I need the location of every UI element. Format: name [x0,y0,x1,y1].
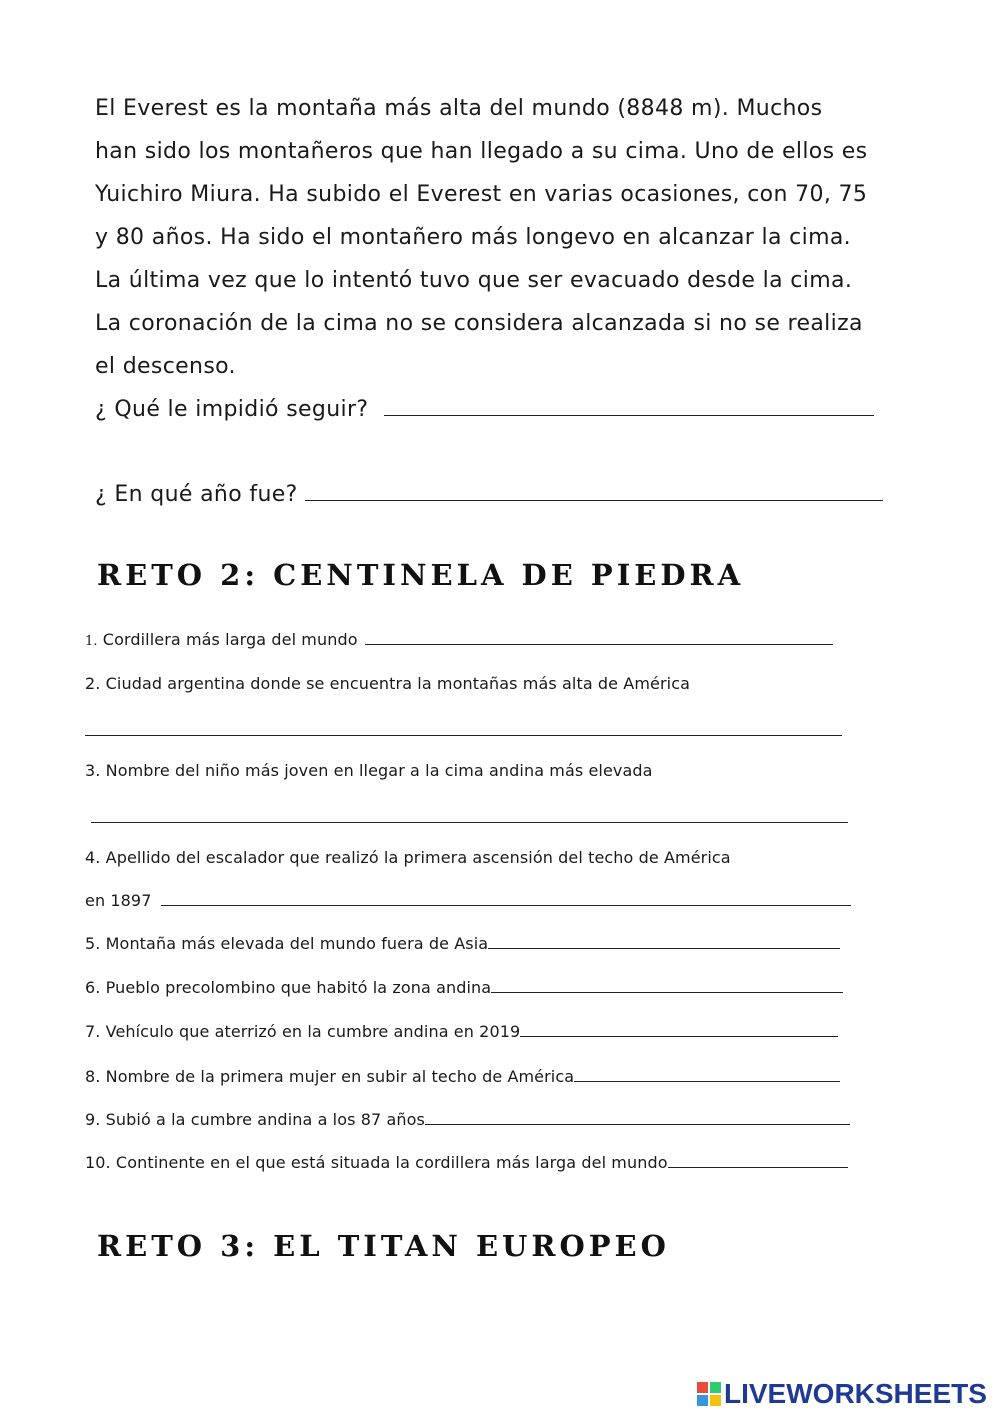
liveworksheets-logo [697,1380,987,1408]
intro-line-3: Yuichiro Miura. Ha subido el Everest en varias ocasiones, con 70, 75 [95,182,868,207]
intro-line-2: han sido los montañeros que han llegado a su cima. Uno de ellos es [95,139,868,164]
reto2-q6-label: 6. Pueblo precolombino que habitó la zona andina [85,978,492,997]
question-year-label: ¿ En qué año fue? [95,482,298,507]
reto2-q5-blank[interactable] [488,948,840,949]
intro-line-6: La coronación de la cima no se considera alcanzada si no se realiza [95,311,863,336]
reto2-q9 [85,1110,850,1129]
reto2-q3-blank[interactable] [91,822,848,823]
question-year [95,482,883,507]
logo-square [710,1395,721,1406]
reto2-q1-blank[interactable] [365,644,833,645]
reto2-q1 [85,630,833,649]
reto2-q1-number: 1. [85,634,98,649]
reto2-q4-line2: en 1897 [85,891,152,910]
reto2-q8 [85,1067,840,1086]
reto2-q4-blank[interactable] [161,905,851,906]
reto2-q5-label: 5. Montaña más elevada del mundo fuera de Asia [85,934,489,953]
reto2-q3: 3. Nombre del niño más joven en llegar a la cima andina más elevada [85,761,653,780]
reto2-q2: 2. Ciudad argentina donde se encuentra la montañas más alta de América [85,674,690,693]
reto2-q10-label: 10. Continente en el que está situada la cordillera más larga del mundo [85,1153,668,1172]
intro-line-1: El Everest es la montaña más alta del mundo (8848 m). Muchos [95,96,823,121]
reto2-q6 [85,978,843,997]
reto2-q10-blank[interactable] [668,1167,848,1168]
reto2-q5 [85,934,840,953]
logo-square [697,1382,708,1393]
reto2-q8-label: 8. Nombre de la primera mujer en subir al techo de América [85,1067,575,1086]
reto2-q1-label: Cordillera más larga del mundo [102,630,358,649]
reto2-q8-blank[interactable] [574,1081,840,1082]
logo-square [710,1382,721,1393]
reto2-q2-blank[interactable] [85,735,842,736]
answer-year-blank[interactable] [305,500,883,501]
reto2-q6-blank[interactable] [491,992,843,993]
reto2-q4 [85,891,851,910]
intro-line-4: y 80 años. Ha sido el montañero más longevo en alcanzar la cima. [95,225,852,250]
reto2-q7-label: 7. Vehículo que aterrizó en la cumbre andina en 2019 [85,1022,521,1041]
reto2-q7 [85,1022,838,1041]
intro-line-7: el descenso. [95,354,236,379]
question-impediment-label: ¿ Qué le impidió seguir? [95,397,369,422]
reto2-q4-line1: 4. Apellido del escalador que realizó la primera ascensión del techo de América [85,848,731,867]
reto2-q9-label: 9. Subió a la cumbre andina a los 87 años [85,1110,425,1129]
reto3-heading: RETO 3: EL TITAN EUROPEO [97,1229,670,1263]
logo-text: LIVEWORKSHEETS [724,1378,987,1409]
reto2-heading: RETO 2: CENTINELA DE PIEDRA [97,558,745,592]
reto2-q9-blank[interactable] [425,1124,850,1125]
answer-impediment-blank[interactable] [384,415,874,416]
reto2-q10 [85,1153,848,1172]
intro-line-5: La última vez que lo intentó tuvo que ser evacuado desde la cima. [95,268,853,293]
logo-square [697,1395,708,1406]
question-impediment [95,397,874,422]
logo-icon [697,1382,721,1406]
reto2-q7-blank[interactable] [520,1036,838,1037]
